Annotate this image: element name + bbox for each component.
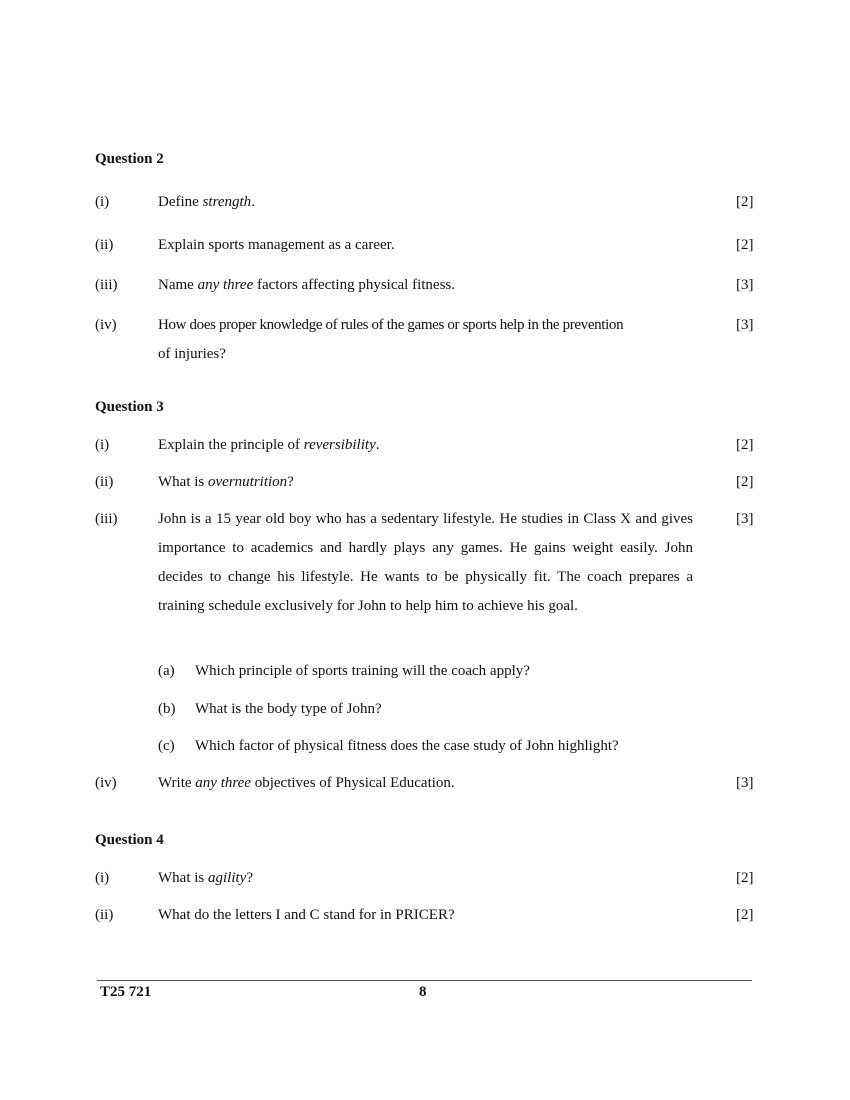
q3-iii-a-text: Which principle of sports training will the coach apply? [195, 663, 530, 679]
question-3-heading: Question 3 [95, 399, 164, 415]
q4-i-text: What is agility? [158, 870, 253, 886]
q4-ii-number: (ii) [95, 907, 114, 923]
q2-i-marks: [2] [736, 194, 754, 210]
footer-paper-code: T25 721 [100, 984, 152, 1000]
question-4-heading: Question 4 [95, 832, 164, 848]
q3-iii-a-label: (a) [158, 663, 175, 679]
q2-iv-marks: [3] [736, 317, 754, 333]
q2-iii-marks: [3] [736, 277, 754, 293]
q3-i-marks: [2] [736, 437, 754, 453]
q3-ii-number: (ii) [95, 474, 114, 490]
question-2-heading: Question 2 [95, 151, 164, 167]
q3-iv-number: (iv) [95, 775, 117, 791]
q3-i-text: Explain the principle of reversibility. [158, 437, 380, 453]
q2-iii-number: (iii) [95, 277, 118, 293]
q2-iii-text: Name any three factors affecting physical fitness. [158, 277, 455, 293]
q2-ii-number: (ii) [95, 237, 114, 253]
q3-iii-c-label: (c) [158, 738, 175, 754]
q3-ii-text: What is overnutrition? [158, 474, 294, 490]
q3-iii-c-text: Which factor of physical fitness does the case study of John highlight? [195, 738, 619, 754]
q4-i-marks: [2] [736, 870, 754, 886]
q2-ii-text: Explain sports management as a career. [158, 237, 395, 253]
q3-iii-marks: [3] [736, 511, 754, 527]
q2-i-number: (i) [95, 194, 110, 210]
q2-ii-marks: [2] [736, 237, 754, 253]
q2-iv-text: How does proper knowledge of rules of the games or sports help in the prevention of injuries? [158, 317, 624, 362]
q3-iii-b-text: What is the body type of John? [195, 701, 382, 717]
q4-ii-text: What do the letters I and C stand for in PRICER? [158, 907, 455, 923]
q2-iv-number: (iv) [95, 317, 117, 333]
q3-iii-number: (iii) [95, 511, 118, 527]
q3-iii-text: John is a 15 year old boy who has a sedentary lifestyle. He studies in Class X and gives importance to academics and hardly plays any games. He gains weight easily. John decides to change his lifestyle. He wants to be physically fit. The coach prepares a training schedule exclusively for John to help him to achieve his goal. [158, 511, 693, 614]
footer-rule [97, 980, 752, 981]
q3-iv-marks: [3] [736, 775, 754, 791]
q3-iv-text: Write any three objectives of Physical Education. [158, 775, 455, 791]
q3-i-number: (i) [95, 437, 110, 453]
q3-ii-marks: [2] [736, 474, 754, 490]
q3-iii-b-label: (b) [158, 701, 176, 717]
q4-ii-marks: [2] [736, 907, 754, 923]
q4-i-number: (i) [95, 870, 110, 886]
footer-page-number: 8 [419, 984, 427, 1000]
q2-i-text: Define strength. [158, 194, 255, 210]
